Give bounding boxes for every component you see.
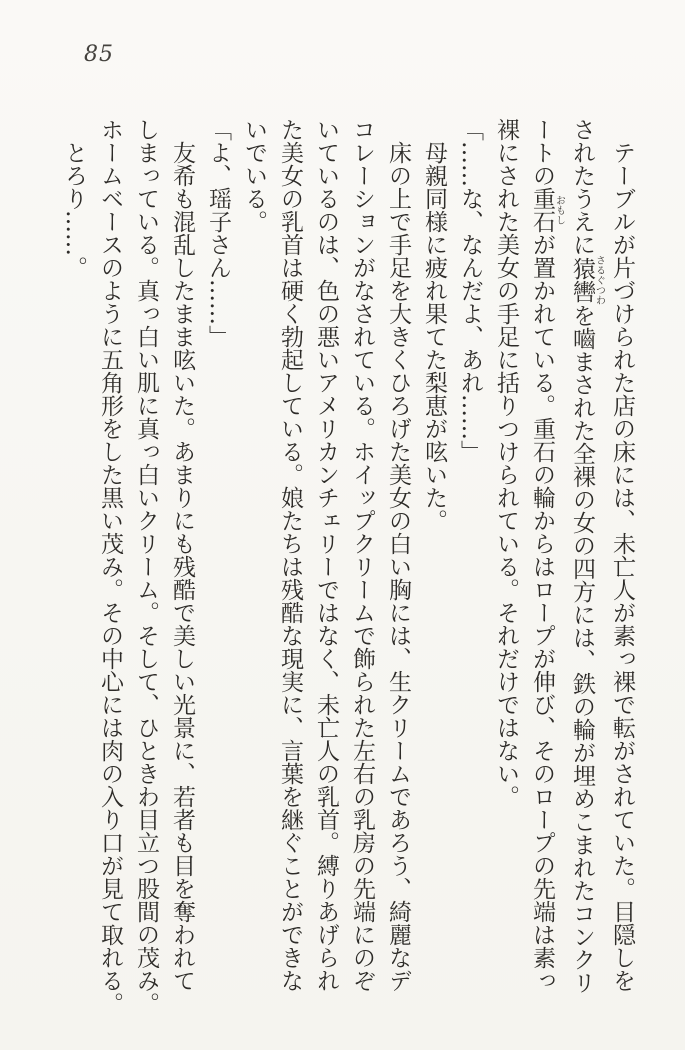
- text-column: 床の上で手足を大きくひろげた美女の白い胸には、生クリームであろう、綺麗なデ: [385, 118, 411, 992]
- text-column: しまっている。真っ白い肌に真っ白いクリーム。そして、ひときわ目立つ股間の茂み。: [133, 118, 159, 1015]
- text-column: 母親同様に疲れ果てた梨恵が呟いた。: [421, 118, 447, 532]
- text-column: 「よ、瑶子さん……」: [205, 118, 231, 348]
- text-column: とろり……。: [61, 118, 87, 279]
- text-column: ートの重石おもしが置かれている。重石の輪からはロープが伸び、そのロープの先端は素っ: [529, 118, 565, 992]
- page-number: 85: [84, 42, 114, 67]
- text-column: た美女の乳首は硬く勃起している。娘たちは残酷な現実に、言葉を継ぐことができな: [277, 118, 303, 992]
- text-column: いでいる。: [241, 118, 267, 233]
- text-column: されたうえに猿轡さるぐつわを嚙まされた全裸の女の四方には、鉄の輪が埋めこまれたコンクリ: [569, 118, 605, 994]
- text-column: いているのは、色の悪いアメリカンチェリーではなく、未亡人の乳首。縛りあげられ: [313, 118, 339, 992]
- text-column: 「……な、なんだよ、あれ……」: [457, 118, 483, 463]
- text-column: コレーションがなされている。ホイップクリームで飾られた左右の乳房の先端にのぞ: [349, 118, 375, 992]
- text-column: 友希も混乱したまま呟いた。あまりにも残酷で美しい光景に、若者も目を奪われて: [169, 118, 195, 992]
- text-column: テーブルが片づけられた店の床には、未亡人が素っ裸で転がされていた。目隠しを: [609, 118, 635, 992]
- text-column: ホームベースのように五角形をした黒い茂み。その中心には肉の入り口が見て取れる。: [97, 118, 123, 1015]
- text-column: 裸にされた美女の手足に括りつけられている。それだけではない。: [493, 118, 519, 808]
- text-block: [56, 118, 640, 1028]
